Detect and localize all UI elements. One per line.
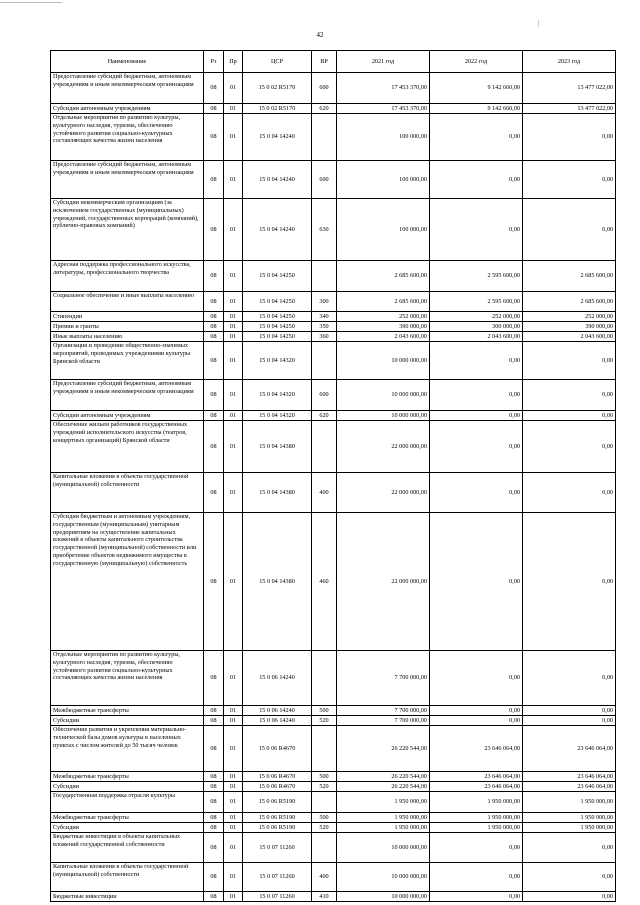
cell-csr: 15 0 06 R4670 — [243, 772, 312, 782]
cell-name: Стипендии — [51, 312, 204, 322]
cell-pr: 01 — [224, 863, 243, 892]
table-row — [51, 261, 616, 292]
budget-table — [50, 50, 616, 902]
cell-pr: 01 — [224, 261, 243, 292]
cell-y2023: 2 685 600,00 — [523, 292, 616, 312]
cell-y2023: 0,00 — [523, 421, 616, 473]
cell-vr: 620 — [312, 411, 337, 421]
cell-y2023: 0,00 — [523, 199, 616, 261]
cell-rz: 08 — [204, 342, 224, 380]
scan-artifact-mark — [538, 20, 539, 27]
cell-pr: 01 — [224, 380, 243, 411]
table-row — [51, 513, 616, 651]
cell-vr: 500 — [312, 706, 337, 716]
cell-pr: 01 — [224, 823, 243, 833]
cell-csr: 15 0 04 14250 — [243, 332, 312, 342]
cell-rz: 08 — [204, 312, 224, 322]
cell-y2022: 1 950 000,00 — [430, 823, 523, 833]
cell-name: Обеспечение жильем работников государственных учреждений исполнительского искусства (театров, концертных организаций) Брянской области — [51, 421, 204, 473]
cell-name: Предоставление субсидий бюджетным, автономным учреждениям и иным некоммерческим организациям — [51, 73, 204, 104]
cell-csr: 15 0 07 11260 — [243, 863, 312, 892]
cell-csr: 15 0 04 14240 — [243, 199, 312, 261]
cell-y2021: 1 950 000,00 — [337, 813, 430, 823]
cell-name: Бюджетные инвестиции — [51, 892, 204, 902]
cell-y2023: 0,00 — [523, 411, 616, 421]
cell-vr: 520 — [312, 823, 337, 833]
cell-pr: 01 — [224, 332, 243, 342]
table-header-row — [51, 51, 616, 73]
cell-rz: 08 — [204, 513, 224, 651]
cell-y2023: 0,00 — [523, 161, 616, 199]
cell-y2023: 0,00 — [523, 863, 616, 892]
cell-name: Иные выплаты населению — [51, 332, 204, 342]
cell-y2022: 9 142 660,00 — [430, 104, 523, 114]
cell-name: Субсидии автономным учреждениям — [51, 104, 204, 114]
cell-y2023: 0,00 — [523, 651, 616, 706]
table-row — [51, 651, 616, 706]
cell-y2022: 0,00 — [430, 114, 523, 161]
cell-name: Капитальные вложения в объекты государственной (муниципальной) собственности — [51, 473, 204, 513]
cell-csr: 15 0 06 14240 — [243, 651, 312, 706]
cell-name: Субсидии — [51, 716, 204, 726]
cell-y2023: 23 646 064,00 — [523, 772, 616, 782]
table-row — [51, 792, 616, 813]
cell-y2021: 17 453 370,00 — [337, 73, 430, 104]
cell-y2021: 100 000,00 — [337, 161, 430, 199]
cell-y2023: 1 950 000,00 — [523, 792, 616, 813]
cell-y2021: 252 000,00 — [337, 312, 430, 322]
cell-y2022: 0,00 — [430, 716, 523, 726]
cell-name: Межбюджетные трансферты — [51, 772, 204, 782]
cell-y2023: 390 000,00 — [523, 322, 616, 332]
cell-rz: 08 — [204, 292, 224, 312]
table-row — [51, 823, 616, 833]
cell-pr: 01 — [224, 292, 243, 312]
cell-y2022: 252 000,00 — [430, 312, 523, 322]
cell-pr: 01 — [224, 716, 243, 726]
cell-y2023: 0,00 — [523, 114, 616, 161]
cell-csr: 15 0 04 14250 — [243, 312, 312, 322]
cell-name: Капитальные вложения в объекты государственной (муниципальной) собственности — [51, 863, 204, 892]
cell-y2021: 22 000 000,00 — [337, 513, 430, 651]
cell-vr — [312, 342, 337, 380]
cell-name: Социальное обеспечение и иные выплаты населению — [51, 292, 204, 312]
cell-csr: 15 0 04 14320 — [243, 411, 312, 421]
cell-rz: 08 — [204, 863, 224, 892]
cell-y2023: 0,00 — [523, 716, 616, 726]
cell-y2022: 0,00 — [430, 892, 523, 902]
cell-y2022: 1 950 000,00 — [430, 813, 523, 823]
cell-pr: 01 — [224, 772, 243, 782]
cell-y2021: 7 700 000,00 — [337, 716, 430, 726]
cell-y2022: 0,00 — [430, 863, 523, 892]
cell-vr: 600 — [312, 380, 337, 411]
cell-csr: 15 0 02 R5170 — [243, 73, 312, 104]
cell-name: Адресная поддержка профессионального искусства, литературы, профессионального творчества — [51, 261, 204, 292]
cell-pr: 01 — [224, 726, 243, 772]
header-2022: 2022 год — [430, 51, 523, 73]
cell-csr: 15 0 06 R4670 — [243, 726, 312, 772]
cell-name: Отдельные мероприятия по развитию культуры, культурного наследия, туризма, обеспечению устойчивого развития социально-культурных составляющих качества жизни населения — [51, 114, 204, 161]
cell-y2021: 10 000 000,00 — [337, 380, 430, 411]
table-row — [51, 292, 616, 312]
cell-rz: 08 — [204, 726, 224, 772]
cell-csr: 15 0 02 R5170 — [243, 104, 312, 114]
cell-pr: 01 — [224, 421, 243, 473]
cell-y2023: 13 477 022,00 — [523, 104, 616, 114]
cell-pr: 01 — [224, 73, 243, 104]
cell-pr: 01 — [224, 782, 243, 792]
cell-csr: 15 0 04 14320 — [243, 342, 312, 380]
cell-y2021: 2 685 600,00 — [337, 261, 430, 292]
cell-y2022: 0,00 — [430, 342, 523, 380]
cell-name: Премии и гранты — [51, 322, 204, 332]
cell-y2021: 10 000 000,00 — [337, 892, 430, 902]
cell-csr: 15 0 04 14380 — [243, 421, 312, 473]
cell-pr: 01 — [224, 892, 243, 902]
cell-vr: 500 — [312, 813, 337, 823]
cell-pr: 01 — [224, 161, 243, 199]
cell-y2023: 0,00 — [523, 833, 616, 863]
cell-y2021: 26 220 544,00 — [337, 782, 430, 792]
cell-y2021: 7 700 000,00 — [337, 651, 430, 706]
table-row — [51, 342, 616, 380]
cell-y2021: 1 950 000,00 — [337, 792, 430, 813]
cell-y2022: 2 595 600,00 — [430, 261, 523, 292]
cell-y2021: 100 000,00 — [337, 114, 430, 161]
cell-y2022: 23 646 064,00 — [430, 782, 523, 792]
cell-name: Отдельные мероприятия по развитию культуры, культурного наследия, туризма, обеспечению устойчивого развития социально-культурных составляющих качества жизни населения — [51, 651, 204, 706]
table-row — [51, 813, 616, 823]
cell-name: Обеспечение развития и укрепления материально-технической базы домов культуры в населенных пунктах с числом жителей до 50 тысяч человек — [51, 726, 204, 772]
cell-y2023: 1 950 000,00 — [523, 813, 616, 823]
table-row — [51, 332, 616, 342]
header-vr: ВР — [312, 51, 337, 73]
cell-rz: 08 — [204, 332, 224, 342]
table-row — [51, 104, 616, 114]
cell-y2021: 10 000 000,00 — [337, 863, 430, 892]
cell-rz: 08 — [204, 322, 224, 332]
cell-vr: 360 — [312, 332, 337, 342]
cell-csr: 15 0 06 R5190 — [243, 792, 312, 813]
table-row — [51, 726, 616, 772]
cell-rz: 08 — [204, 199, 224, 261]
cell-vr: 460 — [312, 513, 337, 651]
cell-pr: 01 — [224, 473, 243, 513]
table-row — [51, 421, 616, 473]
cell-vr — [312, 651, 337, 706]
cell-csr: 15 0 04 14250 — [243, 292, 312, 312]
cell-vr: 520 — [312, 782, 337, 792]
cell-rz: 08 — [204, 772, 224, 782]
cell-pr: 01 — [224, 513, 243, 651]
cell-vr: 400 — [312, 473, 337, 513]
cell-csr: 15 0 06 14240 — [243, 706, 312, 716]
cell-rz: 08 — [204, 261, 224, 292]
cell-y2022: 0,00 — [430, 513, 523, 651]
cell-pr: 01 — [224, 114, 243, 161]
cell-vr: 300 — [312, 292, 337, 312]
cell-y2021: 2 043 600,00 — [337, 332, 430, 342]
cell-rz: 08 — [204, 792, 224, 813]
cell-rz: 08 — [204, 421, 224, 473]
cell-vr — [312, 114, 337, 161]
scan-artifact-line — [0, 2, 62, 3]
cell-y2022: 23 646 064,00 — [430, 772, 523, 782]
table-row — [51, 716, 616, 726]
cell-name: Субсидии — [51, 823, 204, 833]
cell-rz: 08 — [204, 823, 224, 833]
table-row — [51, 833, 616, 863]
cell-name: Предоставление субсидий бюджетным, автономным учреждениям и иным некоммерческим организациям — [51, 380, 204, 411]
cell-name: Межбюджетные трансферты — [51, 706, 204, 716]
cell-y2023: 1 950 000,00 — [523, 823, 616, 833]
cell-y2023: 23 646 064,00 — [523, 726, 616, 772]
cell-csr: 15 0 04 14320 — [243, 380, 312, 411]
cell-csr: 15 0 04 14240 — [243, 114, 312, 161]
cell-y2023: 0,00 — [523, 473, 616, 513]
cell-name: Субсидии автономным учреждениям — [51, 411, 204, 421]
cell-name: Бюджетные инвестиции в объекты капитальных вложений государственной собственности — [51, 833, 204, 863]
cell-csr: 15 0 04 14380 — [243, 473, 312, 513]
cell-vr: 500 — [312, 772, 337, 782]
cell-vr — [312, 261, 337, 292]
table-row — [51, 322, 616, 332]
table-row — [51, 863, 616, 892]
table-row — [51, 380, 616, 411]
table-row — [51, 892, 616, 902]
cell-y2023: 23 646 064,00 — [523, 782, 616, 792]
cell-name: Государственная поддержка отрасли культуры — [51, 792, 204, 813]
table-row — [51, 161, 616, 199]
cell-y2021: 26 220 544,00 — [337, 772, 430, 782]
cell-rz: 08 — [204, 411, 224, 421]
cell-csr: 15 0 06 R5190 — [243, 823, 312, 833]
cell-y2023: 252 000,00 — [523, 312, 616, 322]
cell-y2021: 10 000 000,00 — [337, 342, 430, 380]
cell-rz: 08 — [204, 161, 224, 199]
cell-y2021: 7 700 000,00 — [337, 706, 430, 716]
header-rz: Рз — [204, 51, 224, 73]
header-pr: Пр — [224, 51, 243, 73]
cell-y2022: 2 595 600,00 — [430, 292, 523, 312]
cell-pr: 01 — [224, 322, 243, 332]
cell-y2021: 2 685 600,00 — [337, 292, 430, 312]
cell-y2022: 23 646 064,00 — [430, 726, 523, 772]
cell-pr: 01 — [224, 706, 243, 716]
table-row — [51, 73, 616, 104]
cell-y2021: 10 000 000,00 — [337, 411, 430, 421]
cell-rz: 08 — [204, 833, 224, 863]
cell-rz: 08 — [204, 892, 224, 902]
cell-pr: 01 — [224, 312, 243, 322]
cell-y2022: 300 000,00 — [430, 322, 523, 332]
cell-y2022: 1 950 000,00 — [430, 792, 523, 813]
cell-rz: 08 — [204, 782, 224, 792]
cell-y2022: 0,00 — [430, 833, 523, 863]
cell-csr: 15 0 06 14240 — [243, 716, 312, 726]
cell-vr: 410 — [312, 892, 337, 902]
cell-y2023: 0,00 — [523, 380, 616, 411]
cell-csr: 15 0 04 14240 — [243, 161, 312, 199]
cell-vr: 600 — [312, 73, 337, 104]
table-row — [51, 114, 616, 161]
header-csr: ЦСР — [243, 51, 312, 73]
cell-name: Субсидии некоммерческим организациям (за исключением государственных (муниципальных) учреждений, государственных корпораций (компаний), публично-правовых компаний) — [51, 199, 204, 261]
cell-y2023: 0,00 — [523, 513, 616, 651]
table-row — [51, 473, 616, 513]
cell-vr — [312, 833, 337, 863]
cell-y2022: 0,00 — [430, 421, 523, 473]
cell-rz: 08 — [204, 104, 224, 114]
header-name: Наименование — [51, 51, 204, 73]
cell-rz: 08 — [204, 813, 224, 823]
cell-y2023: 2 685 600,00 — [523, 261, 616, 292]
cell-vr: 620 — [312, 104, 337, 114]
cell-csr: 15 0 04 14250 — [243, 261, 312, 292]
cell-rz: 08 — [204, 706, 224, 716]
cell-vr: 400 — [312, 863, 337, 892]
cell-y2022: 2 043 600,00 — [430, 332, 523, 342]
cell-csr: 15 0 06 R4670 — [243, 782, 312, 792]
cell-rz: 08 — [204, 114, 224, 161]
cell-csr: 15 0 06 R5190 — [243, 813, 312, 823]
cell-y2023: 0,00 — [523, 892, 616, 902]
cell-vr — [312, 792, 337, 813]
cell-y2021: 100 000,00 — [337, 199, 430, 261]
cell-y2023: 0,00 — [523, 706, 616, 716]
cell-y2021: 17 453 370,00 — [337, 104, 430, 114]
table-row — [51, 199, 616, 261]
cell-pr: 01 — [224, 411, 243, 421]
cell-pr: 01 — [224, 792, 243, 813]
cell-y2021: 10 000 000,00 — [337, 833, 430, 863]
cell-name: Межбюджетные трансферты — [51, 813, 204, 823]
cell-y2021: 1 950 000,00 — [337, 823, 430, 833]
cell-csr: 15 0 07 11260 — [243, 892, 312, 902]
cell-vr: 600 — [312, 161, 337, 199]
table-row — [51, 411, 616, 421]
page-number: 42 — [316, 31, 324, 39]
cell-pr: 01 — [224, 833, 243, 863]
cell-y2023: 0,00 — [523, 342, 616, 380]
cell-y2023: 2 043 600,00 — [523, 332, 616, 342]
cell-rz: 08 — [204, 651, 224, 706]
cell-name: Субсидии — [51, 782, 204, 792]
cell-y2022: 0,00 — [430, 161, 523, 199]
table-row — [51, 706, 616, 716]
cell-pr: 01 — [224, 813, 243, 823]
cell-y2021: 390 000,00 — [337, 322, 430, 332]
cell-vr: 520 — [312, 716, 337, 726]
cell-rz: 08 — [204, 380, 224, 411]
cell-pr: 01 — [224, 342, 243, 380]
cell-vr — [312, 726, 337, 772]
cell-rz: 08 — [204, 73, 224, 104]
cell-y2023: 13 477 022,00 — [523, 73, 616, 104]
cell-vr: 350 — [312, 322, 337, 332]
cell-pr: 01 — [224, 104, 243, 114]
cell-y2022: 0,00 — [430, 651, 523, 706]
cell-pr: 01 — [224, 651, 243, 706]
cell-rz: 08 — [204, 716, 224, 726]
cell-y2022: 0,00 — [430, 380, 523, 411]
cell-y2021: 26 220 544,00 — [337, 726, 430, 772]
cell-csr: 15 0 04 14250 — [243, 322, 312, 332]
cell-name: Предоставление субсидий бюджетным, автономным учреждениям и иным некоммерческим организациям — [51, 161, 204, 199]
cell-vr: 340 — [312, 312, 337, 322]
table-row — [51, 772, 616, 782]
header-2021: 2021 год — [337, 51, 430, 73]
table-row — [51, 782, 616, 792]
cell-y2022: 0,00 — [430, 411, 523, 421]
cell-rz: 08 — [204, 473, 224, 513]
cell-y2022: 0,00 — [430, 199, 523, 261]
cell-csr: 15 0 07 11260 — [243, 833, 312, 863]
cell-y2022: 0,00 — [430, 706, 523, 716]
header-2023: 2023 год — [523, 51, 616, 73]
cell-vr — [312, 421, 337, 473]
cell-pr: 01 — [224, 199, 243, 261]
cell-csr: 15 0 04 14380 — [243, 513, 312, 651]
cell-name: Организация и проведение общественно-значимых мероприятий, проводимых учреждениями культуры Брянской области — [51, 342, 204, 380]
cell-y2022: 0,00 — [430, 473, 523, 513]
table-row — [51, 312, 616, 322]
cell-y2022: 9 142 660,00 — [430, 73, 523, 104]
cell-name: Субсидии бюджетным и автономным учреждениям, государственным (муниципальным) унитарным предприятиям на осуществление капитальных вложений в объекты капитального строительства государственной (муниципальной) собственности или приобретение объектов недвижимого имущества в государственную (муниципальную) собственность — [51, 513, 204, 651]
cell-y2021: 22 000 000,00 — [337, 421, 430, 473]
cell-y2021: 22 000 000,00 — [337, 473, 430, 513]
cell-vr: 630 — [312, 199, 337, 261]
